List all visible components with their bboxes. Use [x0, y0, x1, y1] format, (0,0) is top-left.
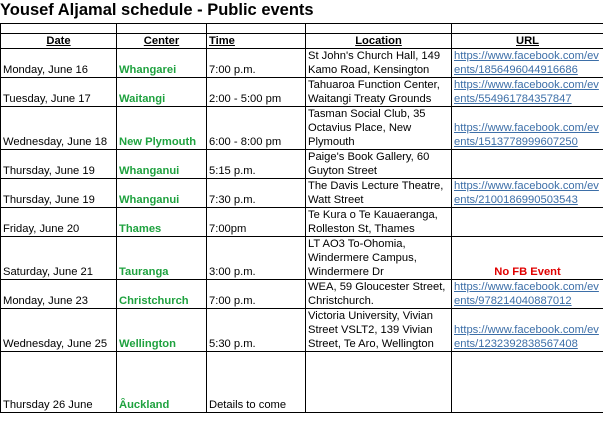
cell-center: Wellington [117, 309, 207, 352]
cell-location: Paige's Book Gallery, 60 Guyton Street [306, 150, 452, 179]
cell-date: Thursday, June 19 [1, 179, 117, 208]
table-row [1, 150, 603, 179]
event-link[interactable]: https://www.facebook.com/events/1513778999607250 [454, 122, 599, 148]
table-row [1, 309, 603, 352]
cell-location: Victoria University, Vivian Street VSLT2, 139 Vivian Street, Te Aro, Wellington [306, 309, 452, 352]
cell-center: Whangarei [117, 49, 207, 78]
cell-date: Friday, June 20 [1, 208, 117, 237]
cell-time: 7:00 p.m. [207, 280, 306, 309]
cell-location: Tahuaroa Function Center, Waitangi Treaty Grounds [306, 78, 452, 107]
no-fb-event-note: No FB Event [452, 237, 603, 280]
cell-date: Wednesday, June 25 [1, 309, 117, 352]
cell-date: Tuesday, June 17 [1, 78, 117, 107]
cell-date: Thursday, June 19 [1, 150, 117, 179]
schedule-table [0, 23, 603, 413]
cell-url [452, 208, 603, 237]
event-link[interactable]: https://www.facebook.com/events/978214040887012 [454, 281, 599, 307]
cell-center: Waitangi [117, 78, 207, 107]
cell-url [452, 309, 603, 352]
table-row [1, 352, 603, 413]
cell-location: Tasman Social Club, 35 Octavius Place, New Plymouth [306, 107, 452, 150]
cell-center: Whanganui [117, 150, 207, 179]
page-title: Yousef Aljamal schedule - Public events [0, 1, 314, 19]
event-link[interactable]: https://www.facebook.com/events/554961784357847 [454, 79, 599, 105]
cell-date: Thursday 26 June [1, 352, 117, 413]
cell-location: Te Kura o Te Kauaeranga, Rolleston St, Thames [306, 208, 452, 237]
header-time: Time [207, 34, 306, 49]
cell-time: 6:00 - 8:00 pm [207, 107, 306, 150]
header-row [1, 34, 603, 49]
cell-location: St John's Church Hall, 149 Kamo Road, Kensington [306, 49, 452, 78]
event-link[interactable]: https://www.facebook.com/events/1856496044916686 [454, 50, 599, 76]
cell-center: Tauranga [117, 237, 207, 280]
cell-center: Thames [117, 208, 207, 237]
cell-location: LT AO3 To-Ohomia, Windermere Campus, Windermere Dr [306, 237, 452, 280]
cell-time: 7:30 p.m. [207, 179, 306, 208]
header-url: URL [452, 34, 603, 49]
cell-url [452, 78, 603, 107]
cell-time: 7:00pm [207, 208, 306, 237]
table-row [1, 237, 603, 280]
header-date: Date [1, 34, 117, 49]
cell-location: The Davis Lecture Theatre, Watt Street [306, 179, 452, 208]
table-row [1, 49, 603, 78]
cell-center: Whanganui [117, 179, 207, 208]
cell-time: Details to come [207, 352, 306, 413]
cell-date: Wednesday, June 18 [1, 107, 117, 150]
table-row [1, 78, 603, 107]
cell-url [452, 107, 603, 150]
cell-date: Monday, June 16 [1, 49, 117, 78]
event-link[interactable]: https://www.facebook.com/events/1232392838567408 [454, 324, 599, 350]
cell-location: WEA, 59 Gloucester Street, Christchurch. [306, 280, 452, 309]
cell-center: Ȃuckland [117, 352, 207, 413]
cell-url [452, 179, 603, 208]
cell-url [452, 352, 603, 413]
table-row [1, 280, 603, 309]
table-row [1, 208, 603, 237]
cell-time: 2:00 - 5:00 pm [207, 78, 306, 107]
header-center: Center [117, 34, 207, 49]
cell-time: 5:15 p.m. [207, 150, 306, 179]
cell-time: 3:00 p.m. [207, 237, 306, 280]
cell-center: Christchurch [117, 280, 207, 309]
cell-location [306, 352, 452, 413]
header-location: Location [306, 34, 452, 49]
cell-url [452, 49, 603, 78]
cell-time: 5:30 p.m. [207, 309, 306, 352]
table-row [1, 179, 603, 208]
cell-date: Monday, June 23 [1, 280, 117, 309]
cell-time: 7:00 p.m. [207, 49, 306, 78]
cell-center: New Plymouth [117, 107, 207, 150]
table-row [1, 107, 603, 150]
cell-url [452, 150, 603, 179]
event-link[interactable]: https://www.facebook.com/events/2100186990503543 [454, 180, 599, 206]
blank-row [1, 24, 603, 34]
cell-url [452, 280, 603, 309]
cell-date: Saturday, June 21 [1, 237, 117, 280]
